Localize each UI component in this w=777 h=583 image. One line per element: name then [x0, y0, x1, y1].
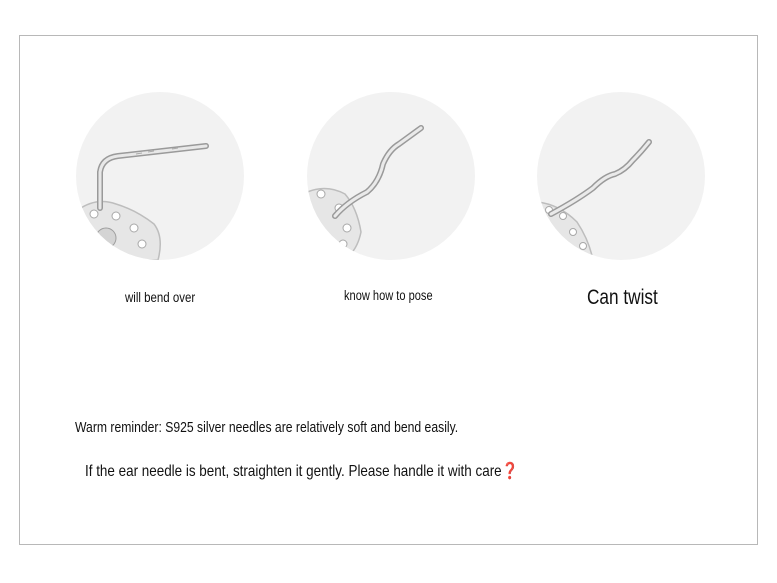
caption-pose: know how to pose: [344, 288, 433, 303]
caption-twist: Can twist: [587, 286, 658, 309]
posed-needle-image: [307, 92, 475, 260]
bent-needle-image: [76, 92, 244, 260]
care-instruction-text: If the ear needle is bent, straighten it gently. Please handle it with care❓: [85, 463, 519, 480]
twisted-needle-icon: [537, 92, 705, 260]
warm-reminder-text: Warm reminder: S925 silver needles are relatively soft and bend easily.: [75, 420, 459, 436]
posed-needle-icon: [307, 92, 475, 260]
caption-bend-over: will bend over: [125, 289, 196, 305]
bent-needle-icon: [76, 92, 244, 260]
twisted-needle-image: [537, 92, 705, 260]
